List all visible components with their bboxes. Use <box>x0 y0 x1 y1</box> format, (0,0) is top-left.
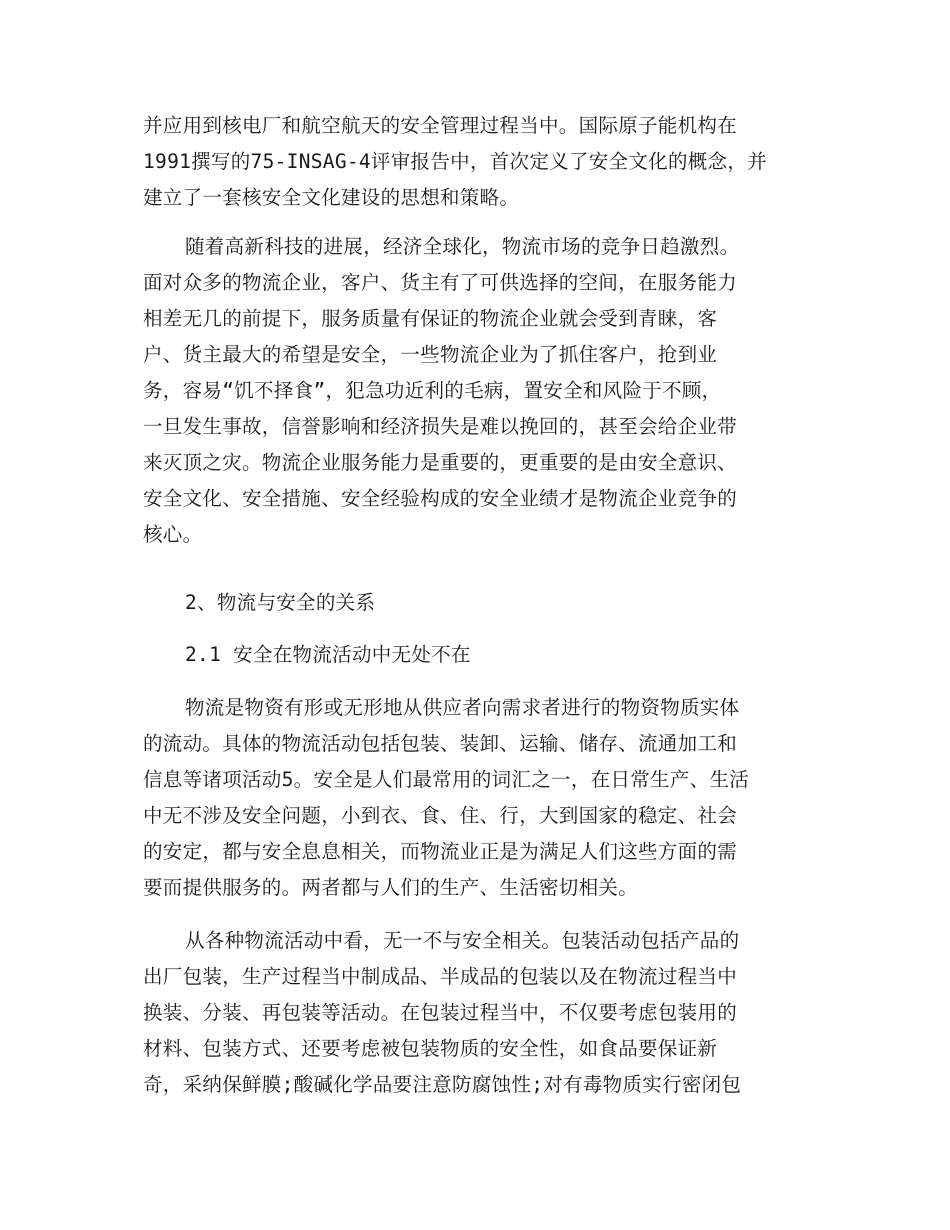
paragraph-3-line-6: 要而提供服务的。两者都与人们的生产、生活密切相关。 <box>143 876 639 899</box>
paragraph-2-line-7: 来灭顶之灾。物流企业服务能力是重要的，更重要的是由安全意识、 <box>143 451 738 474</box>
paragraph-2-line-9: 核心。 <box>143 523 203 546</box>
paragraph-1-line-1: 并应用到核电厂和航空航天的安全管理过程当中。国际原子能机构在 <box>143 114 738 137</box>
paragraph-3-line-4: 中无不涉及安全问题，小到衣、食、住、行，大到国家的稳定、社会 <box>143 804 738 827</box>
paragraph-2-line-5: 务，容易“饥不择食”，犯急功近利的毛病，置安全和风险于不顾， <box>143 379 722 402</box>
paragraph-4-line-2: 出厂包装，生产过程当中制成品、半成品的包装以及在物流过程当中 <box>143 965 738 988</box>
paragraph-3-line-5: 的安定，都与安全息息相关，而物流业正是为满足人们这些方面的需 <box>143 840 738 863</box>
paragraph-2-line-1: 随着高新科技的进展，经济全球化，物流市场的竞争日趋激烈。 <box>185 235 740 258</box>
paragraph-4-line-4: 材料、包装方式、还要考虑被包装物质的安全性，如食品要保证新 <box>143 1037 718 1060</box>
paragraph-2-line-2: 面对众多的物流企业，客户、货主有了可供选择的空间，在服务能力 <box>143 271 738 294</box>
paragraph-3-line-2: 的流动。具体的物流活动包括包装、装卸、运输、储存、流通加工和 <box>143 732 738 755</box>
paragraph-2-line-6: 一旦发生事故，信誉影响和经济损失是难以挽回的，甚至会给企业带 <box>143 415 738 438</box>
paragraph-2-line-3: 相差无几的前提下，服务质量有保证的物流企业就会受到青睐，客 <box>143 307 718 330</box>
paragraph-4-line-3: 换装、分装、再包装等活动。在包装过程当中，不仅要考虑包装用的 <box>143 1001 738 1024</box>
paragraph-1-line-2: 1991撰写的75-INSAG-4评审报告中，首次定义了安全文化的概念，并 <box>143 150 767 173</box>
section-heading: 2、物流与安全的关系 <box>185 591 376 614</box>
subsection-heading: 2.1 安全在物流活动中无处不在 <box>185 643 471 666</box>
paragraph-3-line-1: 物流是物资有形或无形地从供应者向需求者进行的物资物质实体 <box>185 696 740 719</box>
paragraph-2-line-8: 安全文化、安全措施、安全经验构成的安全业绩才是物流企业竞争的 <box>143 487 738 510</box>
paragraph-4-line-1: 从各种物流活动中看，无一不与安全相关。包装活动包括产品的 <box>185 929 740 952</box>
paragraph-1-line-3: 建立了一套核安全文化建设的思想和策略。 <box>143 186 520 209</box>
paragraph-2-line-4: 户、货主最大的希望是安全，一些物流企业为了抓住客户，抢到业 <box>143 343 718 366</box>
paragraph-4-line-5: 奇，采纳保鲜膜;酸碱化学品要注意防腐蚀性;对有毒物质实行密闭包 <box>143 1073 742 1096</box>
paragraph-3-line-3: 信息等诸项活动5。安全是人们最常用的词汇之一，在日常生产、生活 <box>143 768 750 791</box>
